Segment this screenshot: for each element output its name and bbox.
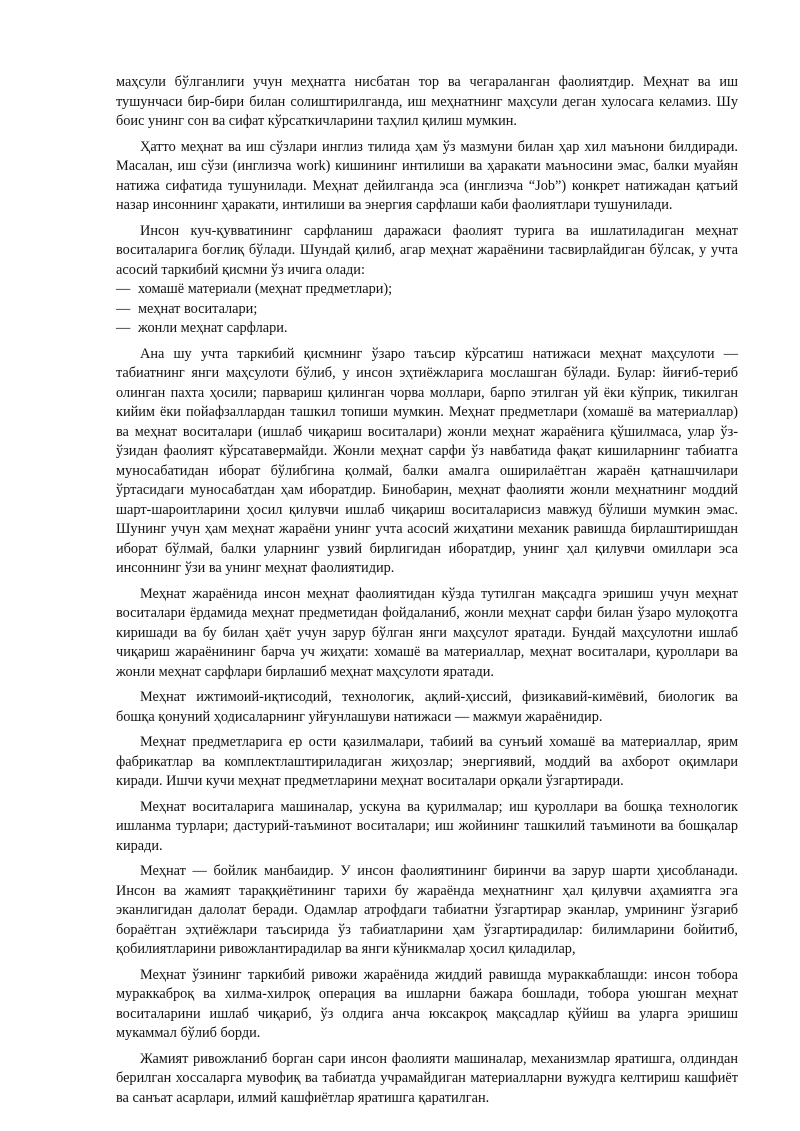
paragraph-labor-means: Меҳнат воситаларига машиналар, ускуна ва қурилмалар; иш қуроллари ва бошқа технологик ишланма турлари; дастурий-таъминот воситалари; иш жойининг ташкилий таъминоти ва бошқалар киради. — [116, 798, 738, 854]
dash-marker: — — [116, 281, 131, 297]
list-item: — жонли меҳнат сарфлари. — [116, 319, 738, 339]
paragraph-labor-objects: Меҳнат предметларига ер ости қазилмалари, табиий ва сунъий хомашё ва материаллар, ярим фабрикатлар ва комплектлаштириладиган жиҳозлар; энергиявий, моддий ва ахборот оқимлари киради. Ишчи кучи меҳнат предметларини меҳнат воситалари орқали ўзгартиради. — [116, 734, 738, 789]
list-item: — хомашё материали (меҳнат предметлари); — [116, 280, 738, 300]
paragraph-labor-wealth: Меҳнат — бойлик манбаидир. У инсон фаолиятининг биринчи ва зарур шарти ҳисобланади. Инсон ва жамият тараққиётининг тарихи бу жараёнда меҳнатнинг ҳал қилувчи аҳамиятга эга эканлигидан далолат беради. Одамлар атрофдаги табиатни ўзгартирар эканлар, умрининг ўзгариб бораётган эҳтиёжлари таъсирида ўз табиатларини ҳам ўзгартирадилар: билимларини бойитиб, қобилиятларини ривожлантирадилар ва янги кўникмалар ҳосил қиладилар, — [116, 863, 738, 957]
labor-components-list — [116, 280, 738, 339]
paragraph-labor-phenomena: Меҳнат ижтимоий-иқтисодий, технологик, ақлий-ҳиссий, физикавий-кимёвий, биологик ва бошқа қонуний ҳодисаларнинг уйғунлашуви натижаси — мажмуи жараёнидир. — [116, 689, 738, 725]
paragraph-work-job-meaning: Ҳатто меҳнат ва иш сўзлари инглиз тилида ҳам ўз мазмуни билан ҳар хил маънони билдиради. Масалан, иш сўзи (инглизча work) кишининг интилиши ва ҳаракати маъносини эмас, балки муайян натижа сифатида тушунилади. Меҳнат дейилганда эса (инглизча “Job”) конкрет натижадан қатъий назар инсоннинг ҳаракати, интилиши ва энергия сарфлаши каби фаолиятлари тушунилади. — [116, 138, 738, 213]
paragraph-labor-components-intro: Инсон куч-қувватининг сарфланиш даражаси фаолият турига ва ишлатиладиган меҳнат воситаларига боғлиқ бўлади. Шундай қилиб, агар меҳнат жараёнини тасвирлайдиган бўлсак, у учта асосий таркибий қисмни ўз ичига олади: — [116, 222, 738, 278]
list-item: — меҳнат воситалари; — [116, 300, 738, 320]
dash-marker: — — [116, 320, 131, 336]
paragraph-labor-complexity: Меҳнат ўзининг таркибий ривожи жараёнида жиддий равишда мураккаблашди: инсон тобора мураккаброқ ва хилма-хилроқ операция ва ишларни бажара бошлади, тобора уюшган меҳнат воситаларини ишлаб чиқариб, ўз олдига анча юксакроқ мақсадлар қўйиш ва уларга эришиш мукаммал бўлиб борди. — [116, 966, 738, 1041]
paragraph-society-development: Жамият ривожланиб борган сари инсон фаолияти машиналар, механизмлар яратишга, олдиндан берилган хоссаларга мувофиқ ва табиатда учрамайдиган материалларни вужудга келтириш кашфиёт ва санъат асарлари, илмий кашфиётлар яратишга қаратилган. — [116, 1050, 738, 1106]
dash-marker: — — [116, 300, 131, 317]
paragraph-continuation: маҳсули бўлганлиги учун меҳнатга нисбатан тор ва чегараланган фаолиятдир. Меҳнат ва иш тушунчаси бир-бири билан солиштирилганда, иш меҳнатнинг маҳсули деган хулосага келамиз. Шу боис унинг сон ва сифат кўрсаткичларини таҳлил қилиш мумкин. — [116, 74, 738, 129]
paragraph-labor-process: Меҳнат жараёнида инсон меҳнат фаолиятидан кўзда тутилган мақсадга эришиш учун меҳнат воситалари ёрдамида меҳнат предметидан фойдаланиб, жонли меҳнат сарфи билан ўзаро мулоқотга киришади ва бу билан ҳаёт учун зарур бўлган янги маҳсулот яратади. Бундай маҳсулотни ишлаб чиқариш жараёнининг барча уч жиҳати: хомашё ва материаллар, меҳнат воситалари, қуроллари ва жонли меҳнат сарфлари бирлашиб меҳнат маҳсулоти яратади. — [116, 585, 738, 680]
paragraph-labor-product: Ана шу учта таркибий қисмнинг ўзаро таъсир кўрсатиш натижаси меҳнат маҳсулоти — табиатнинг янги маҳсулоти бўлиб, у инсон эҳтиёжларига мослашган бўлади. Булар: йиғиб-териб олинган пахта ҳосили; парвариш қилинган чорва моллари, барпо этилган уй ёки кўприк, тикилган кийим ёки пойафзаллардан ташкил топиши мумкин. Меҳнат предметлари (хомашё ва материаллар) ва меҳнат воситалари (ишлаб чиқариш воситалари) жонли меҳнат жараёнига қўшилмаса, улар ўз-ўзидан фаолият кўрсатавермайди. Жонли меҳнат сарфи ўз навбатида фақат кишиларнинг табиатга муносабатидан иборат бўлибгина қолмай, балки амалга оширилаётган жараён қатнашчилари ўртасидаги муносабатдан ҳам иборатдир. Бинобарин, меҳнат фаолияти жонли меҳнатнинг моддий шарт-шароитларини ҳосил қилувчи ишлаб чиқариш воситаларисиз мавжуд бўлиши мумкин эмас. Шунинг учун ҳам меҳнат жараёни унинг учта асосий жиҳатини механик равишда бирлаштиришдан иборат бўлмай, балки уларнинг узвий бирлигидан иборатдир, унинг ҳал қилувчи омиллари эса инсоннинг ўзи ва унинг меҳнат фаолиятидир. — [116, 345, 738, 576]
